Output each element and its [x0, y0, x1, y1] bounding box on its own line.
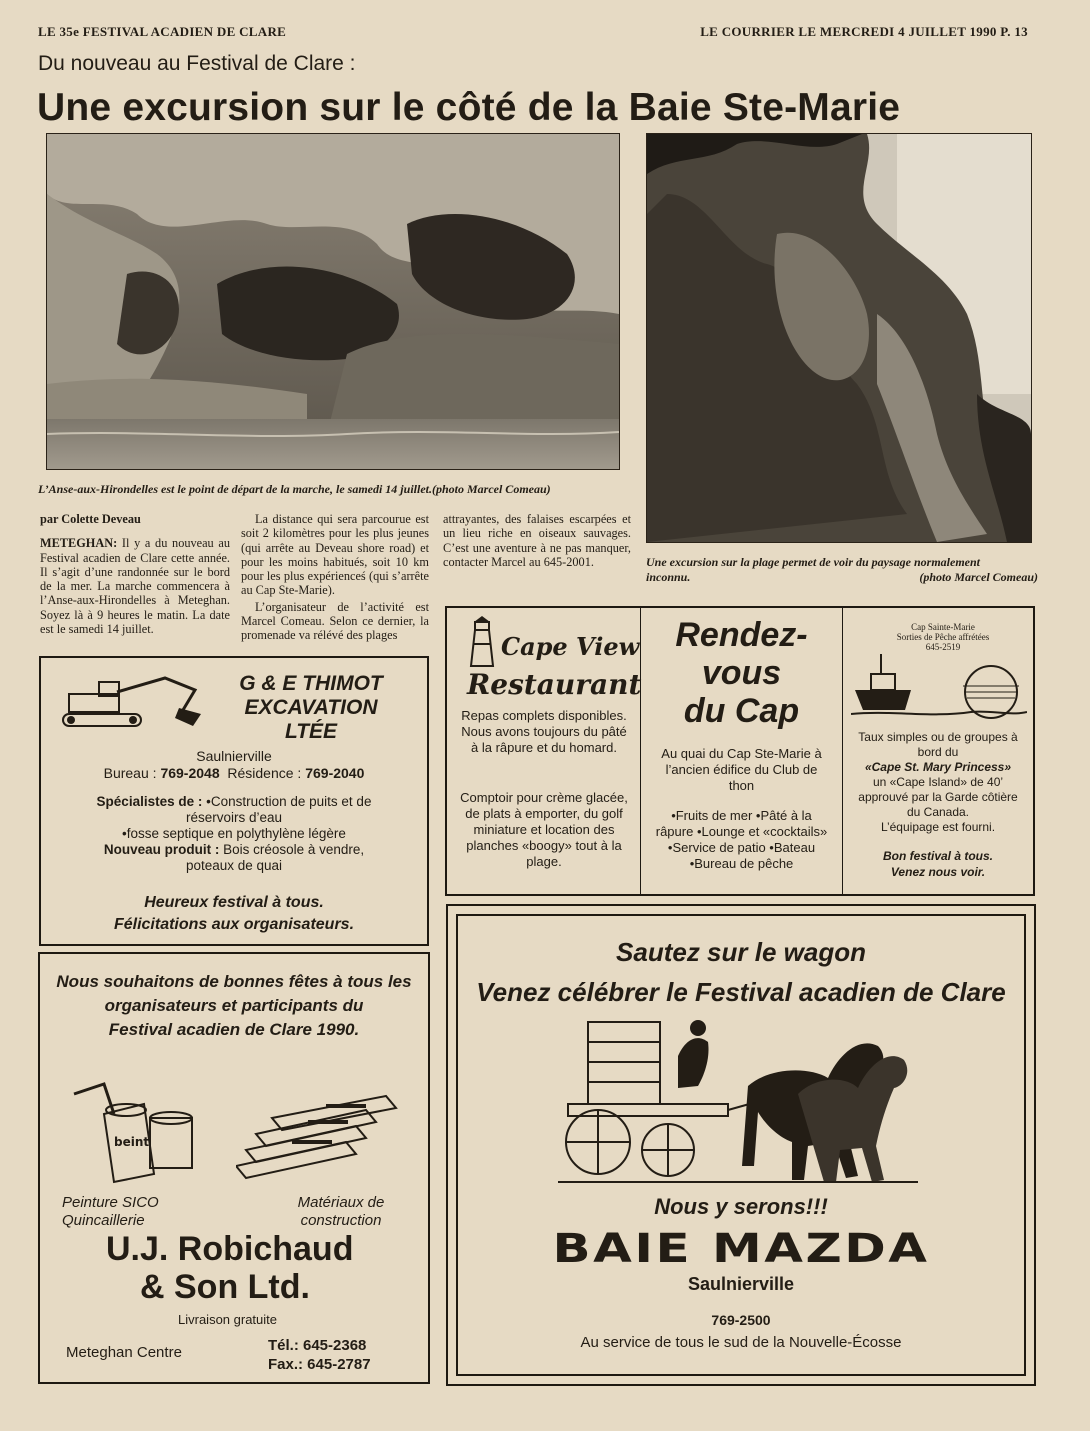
rendezvous-text-1: Au quai du Cap Ste-Marie à l’ancien édifice du Club de thon [661, 746, 822, 793]
robichaud-name-1: U.J. Robichaud [106, 1230, 354, 1268]
robichaud-right-1: Matériaux de [297, 1194, 385, 1211]
byline: par Colette Deveau [40, 512, 141, 526]
capsm-boat: «Cape St. Mary Princess» [864, 760, 1012, 774]
thimot-town: Saulnierville [196, 748, 272, 764]
article-column-2 [241, 512, 429, 645]
capeview-text-2: Comptoir pour crème glacée, de plats à emporter, du golf miniature et location des planches «boogy» tout à la plage. [460, 790, 628, 869]
lumber-pile-icon [236, 1090, 412, 1180]
cliff-cave-photo [47, 134, 619, 469]
robichaud-greeting-1: Nous souhaitons de bonnes fêtes à tous les [56, 972, 412, 991]
article-column-1 [40, 512, 230, 638]
rendezvous-title-2: vous [701, 654, 782, 692]
photo2-caption-line1: Une excursion sur la plage permet de voir du paysage normalement [646, 555, 980, 569]
photo2-caption-line2: inconnu. [646, 570, 691, 584]
photo-anse-aux-hirondelles [46, 133, 620, 470]
residence-phone: 769-2040 [305, 765, 365, 781]
bureau-label: Bureau : [103, 765, 157, 781]
robichaud-left-1: Peinture SICO [62, 1194, 159, 1211]
robichaud-right-2: construction [300, 1212, 382, 1229]
col2-paragraph-1: La distance qui sera parcourue est soit 2 kilomètres pour les plus jeunes (qui arrête au Deveau shore road) et pour les moins habitués, soit 10 km pour les plus expérienceś (qui s’arrête au Cap Ste-Marie). [241, 512, 429, 598]
lighthouse-icon [465, 616, 499, 668]
paper-date-page: LE COURRIER LE MERCREDI 4 JUILLET 1990 P. 13 [700, 24, 1028, 39]
mazda-town: Saulnierville [687, 1274, 795, 1294]
spec-label: Spécialistes de : [96, 794, 203, 809]
thimot-name-1: G & E THIMOT [239, 672, 383, 695]
ad-thimot-excavation [39, 656, 429, 946]
robichaud-fax: Fax.: 645-2787 [268, 1356, 371, 1373]
new-line-1: Bois créosole à vendre, [223, 842, 365, 857]
robichaud-town: Meteghan Centre [66, 1344, 182, 1361]
mazda-service: Au service de tous le sud de la Nouvelle-Écosse [580, 1334, 902, 1351]
article-column-3 [443, 512, 631, 571]
capsm-text-1: Taux simples ou de groupes à bord du [858, 730, 1018, 759]
spec-line-3: •fosse septique en polythylène légère [122, 826, 346, 841]
horse-wagon-icon [558, 1016, 918, 1188]
paint-can-label: beint [114, 1135, 150, 1149]
ad-cap-sainte-marie [843, 608, 1033, 894]
paint-cans-icon [64, 1074, 224, 1184]
photo2-credit: (photo Marcel Comeau) [919, 570, 1038, 584]
robichaud-tel: Tél.: 645-2368 [268, 1337, 367, 1354]
mazda-line-2: Venez célébrer le Festival acadien de Clare [476, 977, 1006, 1007]
mazda-phone: 769-2500 [711, 1312, 771, 1328]
bureau-phone: 769-2048 [160, 765, 220, 781]
rendezvous-text-2: •Fruits de mer •Pâté à la râpure •Lounge et «cocktails» •Service de patio •Bateau •Bureau de pêche [655, 808, 828, 871]
excavator-icon [55, 670, 215, 732]
rendezvous-title-3: du Cap [683, 692, 800, 730]
robichaud-left-2: Quincaillerie [62, 1212, 145, 1229]
spec-line-2: réservoirs d’eau [185, 810, 283, 825]
capeview-name-2: Restaurant [467, 668, 642, 701]
col1-text: Il y a du nouveau au Festival acadien de Clare cette année. Il s’agit d’une randonnée sur le bord de la mer. La marche commencera à l’Anse-aux-Hirondelles à Meteghan. Soyez là à 9 heures le matin. La date est le samedi 14 juillet. [40, 536, 230, 637]
capsm-text-2: un «Cape Island» de 40’ approuvé par la Garde côtière du Canada. [858, 775, 1018, 819]
thimot-closing-1: Heureux festival à tous. [144, 894, 324, 911]
residence-label: Résidence : [227, 765, 302, 781]
spec-line-1: •Construction de puits et de [206, 794, 372, 809]
ad-rendezvous-du-cap [641, 608, 842, 894]
robichaud-name-2: & Son Ltd. [140, 1268, 310, 1306]
thimot-phones [41, 765, 427, 781]
robichaud-greeting-2: organisateurs et participants du [104, 996, 364, 1015]
thimot-closing-2: Félicitations aux organisateurs. [113, 916, 355, 933]
fishing-boat-sunset-icon [851, 650, 1027, 722]
article-kicker: Du nouveau au Festival de Clare : [38, 52, 356, 75]
photo2-caption [646, 555, 1038, 585]
thimot-specialties [51, 794, 417, 874]
ad-cape-view [447, 608, 640, 894]
section-header: LE 35e FESTIVAL ACADIEN DE CLARE [38, 24, 287, 39]
dateline: METEGHAN: [40, 536, 118, 551]
capsm-closing-2: Venez nous voir. [890, 865, 986, 879]
capsm-logo-1: Cap Sainte-Marie [911, 622, 975, 632]
rendezvous-title-1: Rendez- [675, 616, 808, 654]
thimot-name-2: EXCAVATION [244, 696, 378, 719]
capeview-name-1: Cape View [501, 632, 640, 661]
capsm-text-3: L’équipage est fourni. [880, 820, 996, 834]
capsm-logo-2: Sorties de Pêche affrétées [896, 632, 990, 642]
capeview-text-1: Repas complets disponibles. Nous avons toujours du pâté à la râpure et du homard. [461, 708, 627, 755]
robichaud-delivery: Livraison gratuite [178, 1312, 277, 1327]
ad-robichaud [38, 952, 430, 1384]
mazda-line-1: Sautez sur le wagon [616, 937, 866, 967]
new-line-2: poteaux de quai [185, 858, 283, 873]
ad-row-cap [445, 606, 1035, 896]
mazda-logo: BAIE MAZDA [552, 1226, 930, 1272]
capsm-closing-1: Bon festival à tous. [882, 849, 994, 863]
thimot-name-3: LTÉE [284, 720, 338, 743]
photo1-caption: L’Anse-aux-Hirondelles est le point de départ de la marche, le samedi 14 juillet.(photo Marcel Comeau) [38, 482, 551, 496]
col2-paragraph-2: L’organisateur de l’activité est Marcel Comeau. Selon ce dernier, la promenade va rélévé des plages [241, 599, 429, 643]
photo-beach-cliff [646, 133, 1032, 543]
ad-baie-mazda [446, 904, 1036, 1386]
capsm-logo-3: 645-2519 [925, 642, 961, 652]
robichaud-greeting-3: Festival acadien de Clare 1990. [108, 1020, 360, 1039]
article-headline: Une excursion sur le côté de la Baie Ste-Marie [37, 86, 901, 129]
cliff-forest-photo [647, 134, 1031, 542]
new-product-label: Nouveau produit : [103, 842, 220, 857]
col3-text: attrayantes, des falaises escarpées et un lieu riche en oiseaux sauvages. C’est une aventure à ne pas manquer, contacter Marcel au 645-2001. [443, 512, 631, 569]
mazda-slogan: Nous y serons!!! [654, 1194, 828, 1219]
